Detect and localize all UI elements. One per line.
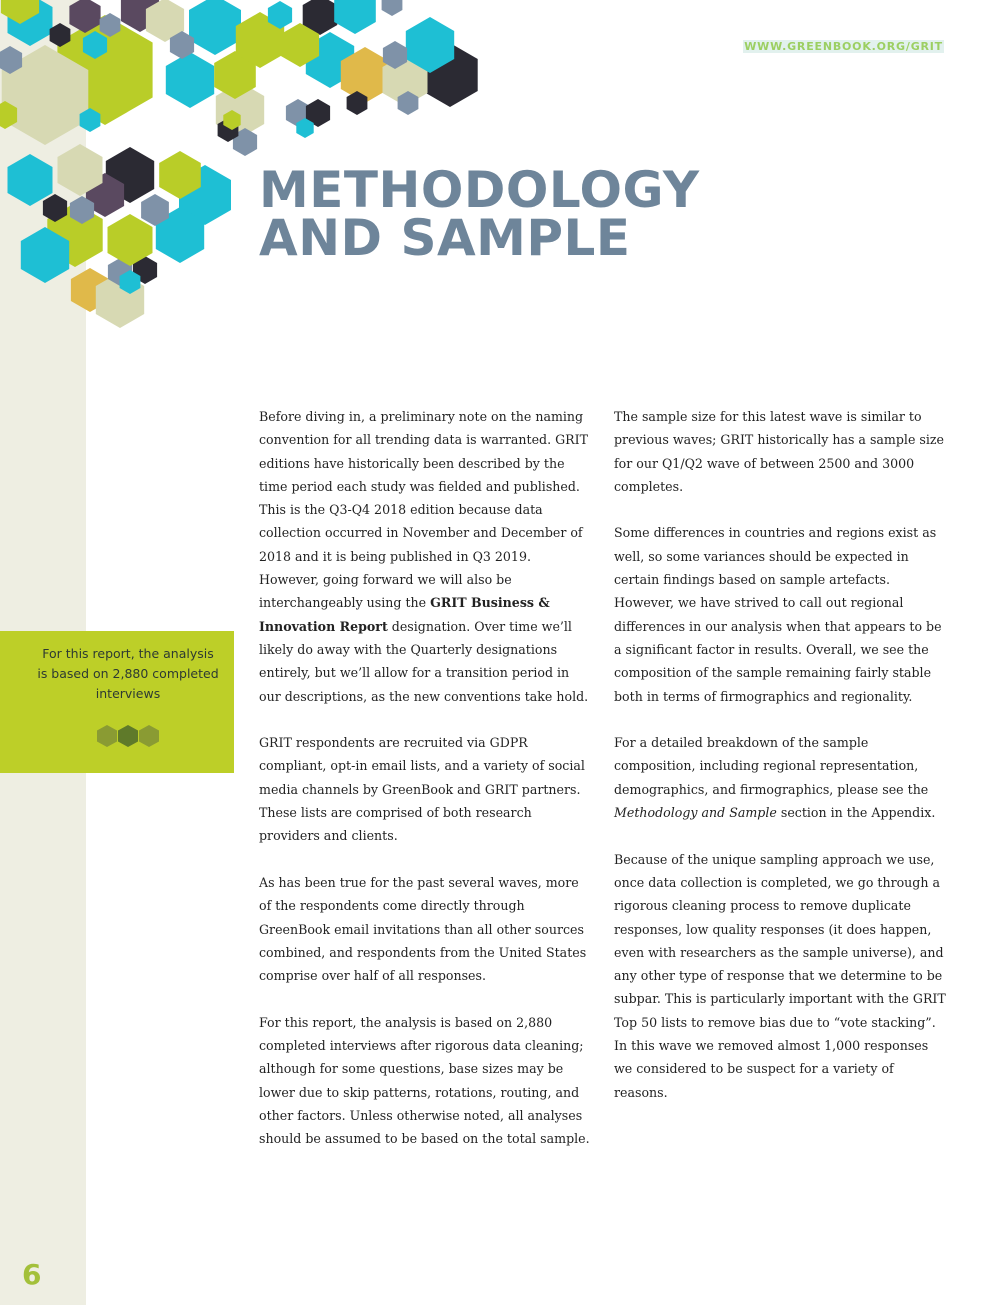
left-text-column bbox=[259, 405, 594, 1174]
paragraph-breakdown: For a detailed breakdown of the sample composition, including regional representation, demographics, and firmographics, please see the Methodology and Sample section in the Appendix. bbox=[614, 735, 936, 821]
page-number: 6 bbox=[22, 1258, 42, 1291]
hexagon-cluster-icon bbox=[96, 723, 160, 749]
paragraph-sample-basis: For this report, the analysis is based on 2,880 completed interviews after rigorous data cleaning; although for some questions, base sizes may be lower due to skip patterns, rotations, routing, and other factors. Unless otherwise noted, all analyses should be assumed to be based on the total sample. bbox=[259, 1014, 590, 1147]
site-url: WWW.GREENBOOK.ORG/GRIT bbox=[744, 40, 943, 53]
paragraph-sources: As has been true for the past several waves, more of the respondents come directly through GreenBook email invitations than all other sources combined, and respondents from the United States comprise over half of all responses. bbox=[259, 874, 587, 984]
hexagon-shape bbox=[334, 0, 376, 34]
hexagon-shape bbox=[166, 52, 214, 108]
appendix-section-italic: Methodology and Sample bbox=[614, 805, 777, 821]
paragraph-naming-convention: Before diving in, a preliminary note on the naming convention for all trending data is warranted. GRIT editions have historically been described by the time period each study was fielded and published. This is the Q3-Q4 2018 edition because data collection occurred in November and December of 2018 and it is being published in Q3 2019. However, going forward we will also be interchangeably using the GRIT Business & Innovation Report designation. Over time we’ll likely do away with the Quarterly designations entirely, but we’ll allow for a transition period in our descriptions, as the new conventions take hold. bbox=[259, 409, 589, 704]
page-title-line-2: AND SAMPLE bbox=[259, 209, 631, 267]
report-name-bold: GRIT Business & Innovation Report bbox=[259, 595, 550, 634]
hexagon-shape bbox=[382, 0, 403, 16]
right-text-column bbox=[614, 405, 946, 1127]
hexagon-shape bbox=[189, 0, 241, 55]
paragraph-regional-differences: Some differences in countries and regions exist as well, so some variances should be expected in certain findings based on sample artefacts. However, we have strived to call out regional differences in our analysis when that appears to be a significant factor in results. Overall, we see the composition of the sample remaining fairly stable both in terms of firmographics and regionality. bbox=[614, 525, 942, 704]
paragraph-recruitment: GRIT respondents are recruited via GDPR compliant, opt-in email lists, and a variety of social media channels by GreenBook and GRIT partners. These lists are comprised of both research providers and clients. bbox=[259, 735, 585, 844]
paragraph-cleaning: Because of the unique sampling approach we use, once data collection is completed, we go through a rigorous cleaning process to remove duplicate responses, low quality responses (it does happen, even with researchers as the sample universe), and any other type of response that we determine to be subpar. This is particularly important with the GRIT Top 50 lists to remove bias due to “vote stacking”. In this wave we removed almost 1,000 responses we considered to be suspect for a variety of reasons. bbox=[614, 851, 946, 1100]
paragraph-sample-size: The sample size for this latest wave is similar to previous waves; GRIT historically has a sample size for our Q1/Q2 wave of between 2500 and 3000 completes. bbox=[614, 409, 944, 494]
hexagon-shape bbox=[8, 154, 53, 206]
page-title bbox=[259, 161, 700, 267]
callout-box bbox=[0, 631, 234, 773]
callout-text: For this report, the analysis is based on 2,880 completed interviews bbox=[37, 646, 219, 701]
page-title-line-1: METHODOLOGY bbox=[259, 161, 700, 219]
